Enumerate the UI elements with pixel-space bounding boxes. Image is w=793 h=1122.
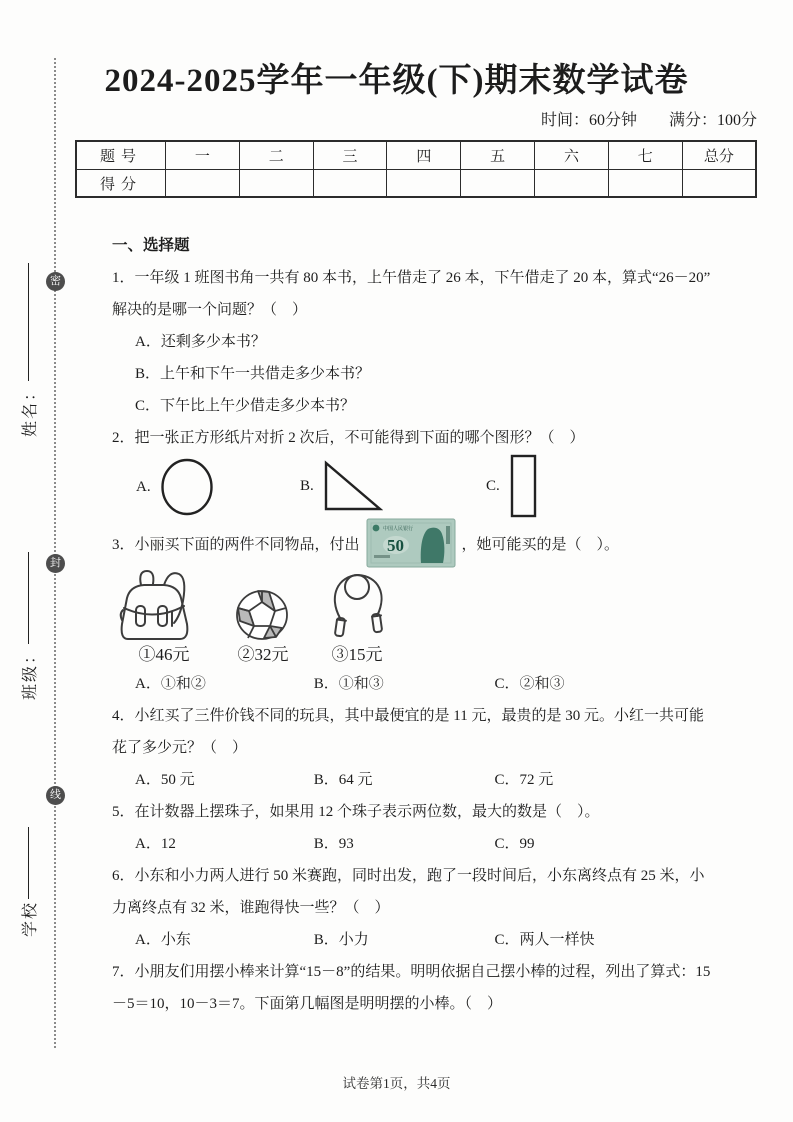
school-label: 学校 [21, 900, 39, 937]
q1-option-b: B．上午和下午一共借走多少本书？ [135, 366, 371, 382]
page-number-footer: 试卷第1页，共4页 [342, 1076, 451, 1091]
time-limit-label: 时间：60分钟 [540, 112, 637, 129]
score-label: 得分 [76, 170, 166, 198]
q5-options-row [112, 828, 757, 860]
q3-option-b: B．①和③ [313, 676, 384, 692]
question-4 [112, 700, 757, 796]
fifty-yuan-banknote [366, 518, 456, 568]
jump-rope-icon [324, 570, 390, 642]
q2-option-b-group [300, 460, 383, 512]
score-cell [239, 170, 313, 198]
backpack-icon [114, 568, 200, 642]
q3-item-pictures [112, 568, 757, 642]
q6-option-c: C．两人一样快 [494, 932, 595, 948]
banknote-value: 50 [386, 536, 404, 555]
score-cell [387, 170, 461, 198]
score-table [75, 140, 757, 198]
exam-meta [75, 107, 757, 130]
backpack-price: ①46元 [138, 645, 190, 664]
q3-option-a: A．①和② [135, 676, 206, 692]
q5-option-c: C．99 [494, 836, 535, 852]
class-label: 班级： [21, 645, 39, 700]
full-score-label: 满分：100分 [668, 112, 757, 129]
q5-option-b: B．93 [313, 836, 354, 852]
q2-option-a-label: A. [136, 478, 151, 495]
q2-option-b-label: B. [300, 477, 314, 494]
class-blank-line [27, 552, 29, 644]
triangle-shape-icon [323, 460, 383, 512]
q6-options-row [112, 924, 757, 956]
q5-text: 5．在计数器上摆珠子，如果用 12 个珠子表示两位数，最大的数是（ ）。 [112, 804, 600, 820]
q5-option-a: A．12 [135, 836, 176, 852]
seal-dotted-line [54, 58, 56, 1048]
school-blank-line [27, 827, 29, 899]
col-total: 总分 [682, 141, 756, 170]
emblem-icon [372, 525, 379, 532]
q3-option-c: C．②和③ [494, 676, 565, 692]
name-field [17, 247, 39, 437]
q4-option-b: B．64 元 [313, 772, 373, 788]
question-7 [112, 956, 757, 1020]
q3-options-row [112, 668, 757, 700]
rope-price: ③15元 [331, 645, 383, 664]
q3-text-before: 3．小丽买下面的两件不同物品，付出 [112, 536, 360, 553]
q2-shapes [112, 454, 757, 518]
col-7: 七 [608, 141, 682, 170]
question-6 [112, 860, 757, 956]
seal-char-mi: 密 [46, 272, 65, 291]
score-cell [313, 170, 387, 198]
score-table-header-row [76, 141, 756, 170]
q3-text-after: ，她可能买的是（ ）。 [461, 536, 620, 553]
col-6: 六 [535, 141, 609, 170]
q4-option-c: C．72 元 [494, 772, 554, 788]
page-title: 2024-2025学年一年级(下)期末数学试卷 [104, 63, 689, 99]
question-number-label: 题号 [76, 141, 166, 170]
q3-item-prices [112, 642, 757, 668]
col-4: 四 [387, 141, 461, 170]
question-5 [112, 796, 757, 860]
seal-char-xian: 线 [46, 786, 65, 805]
q1-text-line2: 解决的是哪一个问题？（ ） [112, 302, 308, 318]
section-title: 一、选择题 [112, 237, 190, 254]
score-table-score-row [76, 170, 756, 198]
q3-text-line [112, 518, 757, 568]
q1-text-line1: 1．一年级 1 班图书角一共有 80 本书，上午借走了 26 本，下午借走了 20 本，算式“26－20” [112, 270, 711, 286]
q4-option-a: A．50 元 [135, 772, 195, 788]
ball-price: ②32元 [237, 645, 289, 664]
soccer-ball-icon [234, 588, 290, 642]
col-2: 二 [239, 141, 313, 170]
q2-text: 2．把一张正方形纸片对折 2 次后，不可能得到下面的哪个图形？（ ） [112, 430, 585, 446]
q1-option-a: A．还剩多少本书？ [135, 334, 266, 350]
score-cell [166, 170, 240, 198]
q2-option-a-group [136, 458, 214, 516]
rectangle-shape-icon [509, 454, 539, 518]
question-2 [112, 422, 757, 518]
questions-area [112, 230, 757, 1020]
q6-option-a: A．小东 [135, 932, 191, 948]
question-1 [112, 262, 757, 422]
score-cell [682, 170, 756, 198]
score-cell [461, 170, 535, 198]
name-blank-line [27, 263, 29, 381]
q7-text-line2: －5＝10，10－3＝7。下面第几幅图是明明摆的小棒。（ ） [112, 996, 503, 1012]
col-5: 五 [461, 141, 535, 170]
q7-text-line1: 7．小朋友们用摆小棒来计算“15－8”的结果。明明依据自己摆小棒的过程，列出了算式：15 [112, 964, 711, 980]
q6-option-b: B．小力 [313, 932, 369, 948]
col-3: 三 [313, 141, 387, 170]
question-3 [112, 518, 757, 700]
score-cell [535, 170, 609, 198]
name-label: 姓名： [21, 382, 39, 437]
q4-options-row [112, 764, 757, 796]
col-1: 一 [166, 141, 240, 170]
q6-text-line1: 6．小东和小力两人进行 50 米赛跑，同时出发，跑了一段时间后，小东离终点有 25 米，小 [112, 868, 705, 884]
q2-option-c-label: C. [486, 477, 500, 494]
q2-option-c-group [486, 454, 539, 518]
class-field [17, 540, 39, 700]
q1-option-c: C．下午比上午少借走多少本书？ [135, 398, 356, 414]
q6-text-line2: 力离终点有 32 米，谁跑得快一些？（ ） [112, 900, 390, 916]
school-field [17, 819, 39, 937]
q4-text-line1: 4．小红买了三件价钱不同的玩具，其中最便宜的是 11 元，最贵的是 30 元。小红一共可能 [112, 708, 704, 724]
circle-shape-icon [160, 458, 214, 516]
banknote-bank-name: 中国人民银行 [382, 527, 413, 532]
q4-text-line2: 花了多少元？（ ） [112, 740, 248, 756]
score-cell [608, 170, 682, 198]
seal-char-feng: 封 [46, 554, 65, 573]
